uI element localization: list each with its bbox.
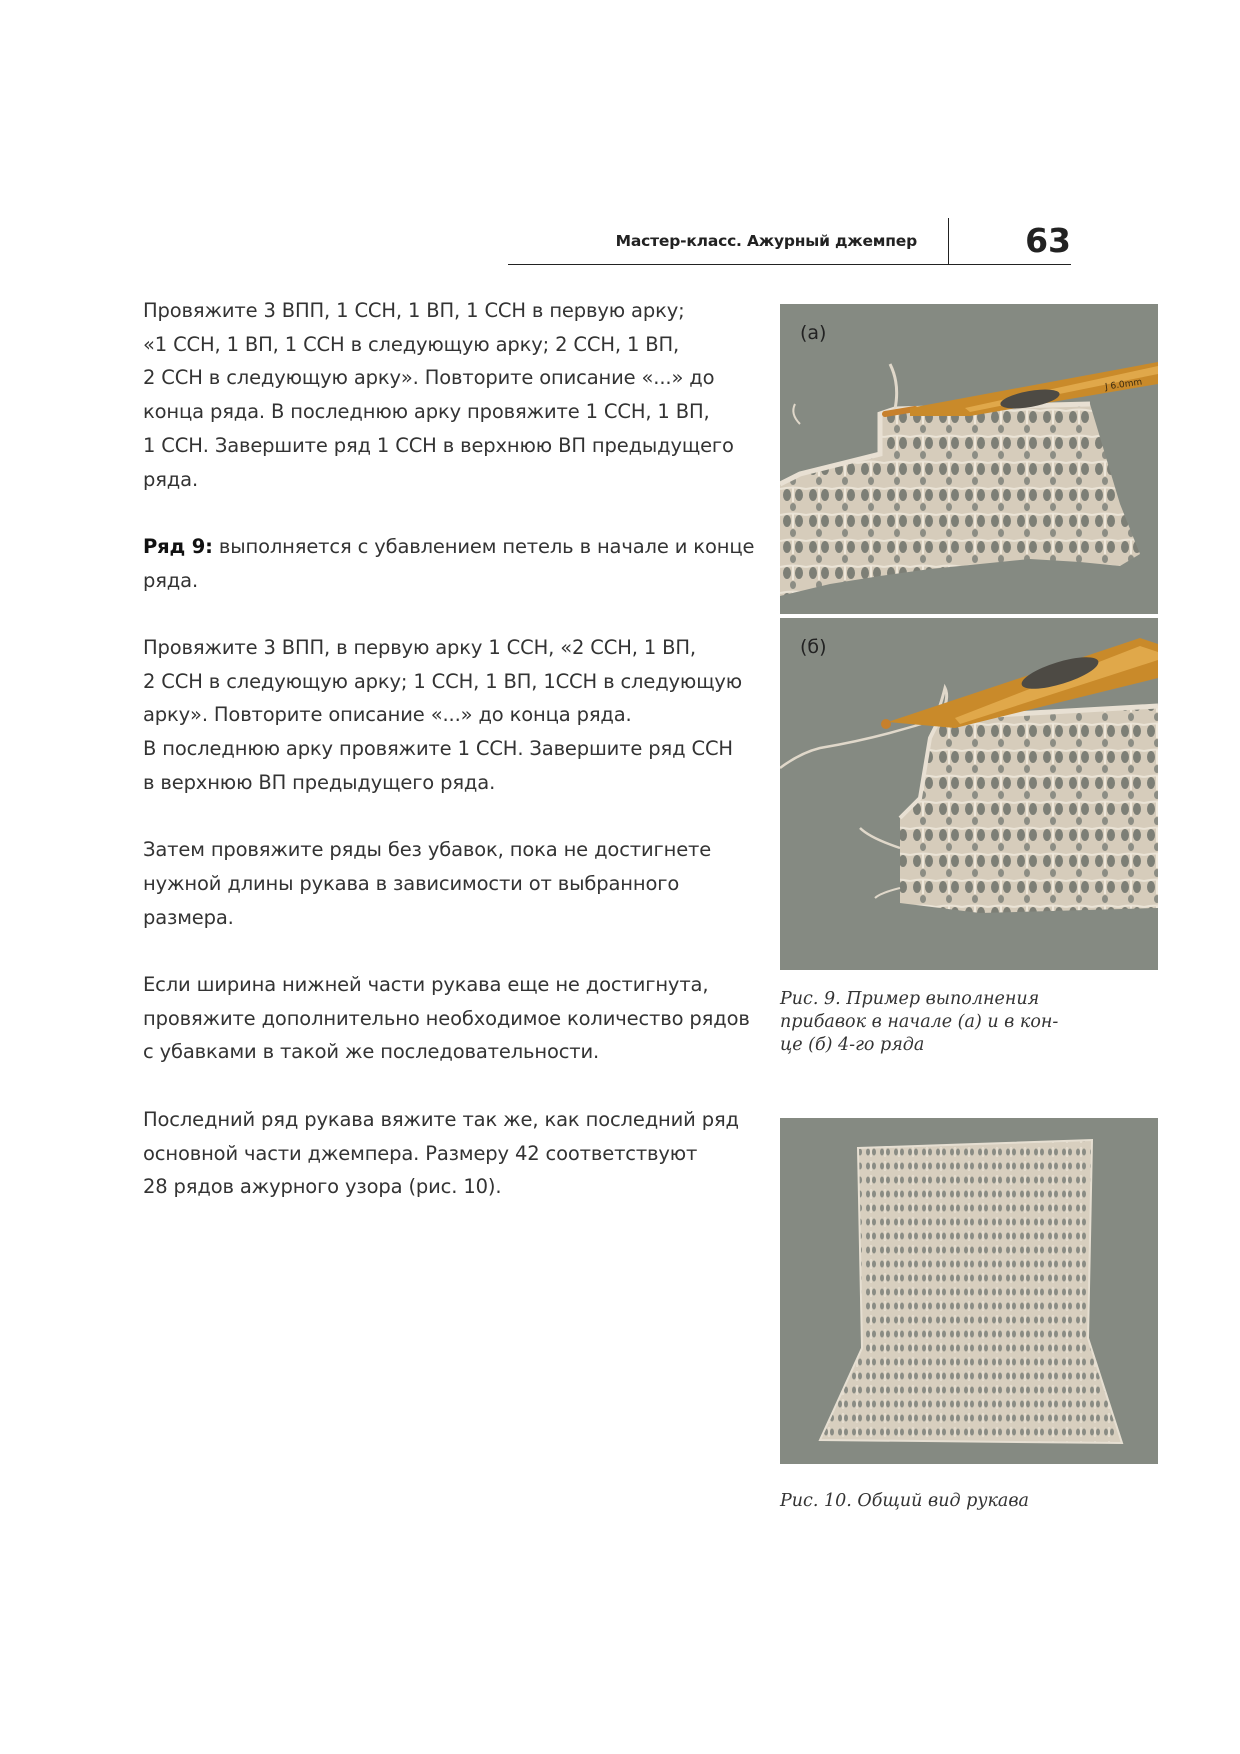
hook-marking: J 6.0mm bbox=[1104, 377, 1143, 393]
text-line: 2 ССН в следующую арку; 1 ССН, 1 ВП, 1ССН в следующую bbox=[143, 669, 743, 693]
text-line: 1 ССН. Завершите ряд 1 ССН в верхнюю ВП предыдущего bbox=[143, 433, 734, 457]
figure-10-caption bbox=[780, 1490, 1158, 1513]
text-line: 28 рядов ажурного узора (рис. 10). bbox=[143, 1175, 502, 1199]
text-line: Последний ряд рукава вяжите так же, как последний ряд bbox=[143, 1107, 739, 1131]
paragraph-last-row bbox=[143, 1103, 753, 1204]
text-line: размера. bbox=[143, 905, 234, 929]
paragraph-width bbox=[143, 968, 753, 1069]
photo-a bbox=[780, 304, 1158, 614]
sleeve-image bbox=[780, 1118, 1158, 1464]
text-line: ряда. bbox=[143, 467, 198, 491]
text-line: «1 ССН, 1 ВП, 1 ССН в следующую арку; 2 ССН, 1 ВП, bbox=[143, 332, 680, 356]
text-line bbox=[143, 530, 753, 564]
paragraph-row9-heading bbox=[143, 530, 753, 597]
caption-line: Рис. 9. Пример выполнения bbox=[780, 989, 1040, 1009]
text-line: основной части джемпера. Размеру 42 соответствуют bbox=[143, 1141, 698, 1165]
text-line: Если ширина нижней части рукава еще не достигнута, bbox=[143, 973, 709, 996]
text-line: Затем провяжите ряды без убавок, пока не достигнете bbox=[143, 838, 712, 862]
text-line: ряда. bbox=[143, 568, 198, 592]
text-line: конца ряда. В последнюю арку провяжите 1 ССН, 1 ВП, bbox=[143, 400, 710, 424]
header-divider bbox=[948, 218, 950, 264]
text-line: В последнюю арку провяжите 1 ССН. Завершите ряд ССН bbox=[143, 737, 733, 761]
chapter-title: Мастер-класс. Ажурный джемпер bbox=[615, 232, 917, 250]
text-line: в верхнюю ВП предыдущего ряда. bbox=[143, 770, 496, 794]
crochet-swatch-a-image bbox=[780, 304, 1158, 614]
text-line: 2 ССН в следующую арку». Повторите описание «...» до bbox=[143, 366, 715, 390]
photo-b bbox=[780, 618, 1158, 970]
paragraph-row8-instructions bbox=[143, 294, 753, 496]
caption-line: Рис. 10. Общий вид рукава bbox=[780, 1491, 1029, 1511]
row-label: Ряд 9: bbox=[143, 534, 213, 558]
paragraph-row9-instructions bbox=[143, 631, 753, 800]
photo-sleeve bbox=[780, 1118, 1158, 1464]
text-line: Провяжите 3 ВПП, 1 ССН, 1 ВП, 1 ССН в первую арку; bbox=[143, 299, 685, 322]
photo-a-label: (а) bbox=[800, 322, 827, 344]
text-line: Провяжите 3 ВПП, в первую арку 1 ССН, «2 ССН, 1 ВП, bbox=[143, 636, 696, 659]
text-run: выполняется с убавлением петель в начале и конце bbox=[212, 534, 755, 558]
text-line: нужной длины рукава в зависимости от выбранного bbox=[143, 871, 680, 895]
text-line: провяжите дополнительно необходимое количество рядов bbox=[143, 1006, 750, 1030]
photo-b-label: (б) bbox=[800, 636, 827, 658]
caption-line: прибавок в начале (а) и в кон- bbox=[780, 1012, 1059, 1032]
body-text bbox=[143, 294, 753, 1238]
paragraph-length bbox=[143, 833, 753, 934]
text-line: с убавками в такой же последовательности. bbox=[143, 1040, 600, 1064]
caption-line: це (б) 4-го ряда bbox=[780, 1035, 925, 1055]
crochet-swatch-b-image bbox=[780, 618, 1158, 970]
running-header bbox=[508, 218, 1071, 265]
page-number: 63 bbox=[1025, 221, 1071, 260]
figure-9-caption bbox=[780, 988, 1158, 1057]
text-line: арку». Повторите описание «...» до конца ряда. bbox=[143, 703, 632, 727]
